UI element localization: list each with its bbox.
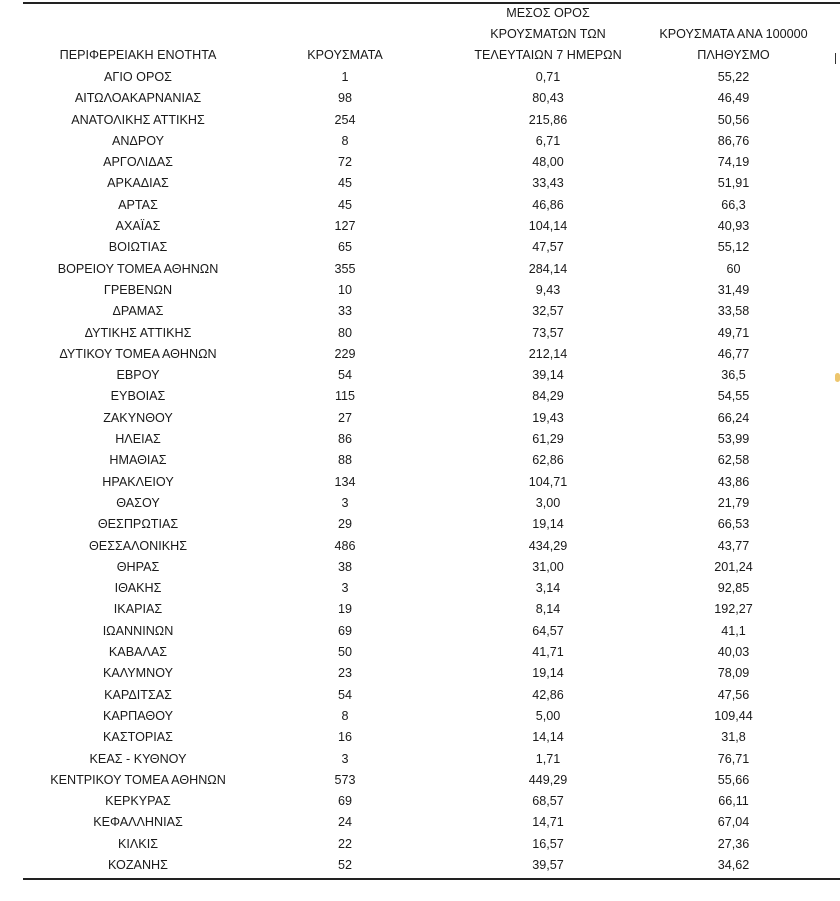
- cell-region: ΓΡΕΒΕΝΩΝ: [103, 282, 173, 297]
- cell-avg7: 19,14: [532, 517, 564, 532]
- cell-avg7: 3,00: [535, 495, 561, 510]
- table-row: [23, 152, 840, 173]
- cell-region: ΚΕΝΤΡΙΚΟΥ ΤΟΜΕΑ ΑΘΗΝΩΝ: [50, 772, 226, 787]
- table-row: [23, 472, 840, 493]
- cell-per100k: 74,19: [717, 155, 750, 170]
- cell-region: ΘΕΣΣΑΛΟΝΙΚΗΣ: [89, 538, 187, 553]
- table-row: [23, 450, 840, 471]
- cell-region: ΘΑΣΟΥ: [116, 495, 160, 510]
- cell-region: ΚΑΛΥΜΝΟΥ: [102, 666, 174, 681]
- cell-per100k: 31,49: [717, 282, 750, 297]
- table-row: [23, 791, 840, 812]
- table-row: [23, 642, 840, 663]
- table-row: [23, 749, 840, 770]
- cell-avg7: 48,00: [532, 155, 564, 170]
- cell-per100k: 192,27: [714, 602, 753, 617]
- table-row: [23, 386, 840, 407]
- cell-per100k: 43,86: [717, 474, 750, 489]
- table-row: [23, 67, 840, 88]
- cell-per100k: 47,56: [717, 687, 750, 702]
- header-region: ΠΕΡΙΦΕΡΕΙΑΚΗ ΕΝΟΤΗΤΑ: [59, 48, 217, 62]
- cell-region: ΑΓΙΟ ΟΡΟΣ: [104, 70, 172, 84]
- cell-avg7: 16,57: [532, 836, 564, 851]
- table-row: [23, 621, 840, 642]
- cell-avg7: 14,14: [532, 730, 564, 745]
- cell-per100k: 62,58: [717, 453, 750, 468]
- cell-region: ΒΟΡΕΙΟΥ ΤΟΜΕΑ ΑΘΗΝΩΝ: [57, 261, 219, 276]
- cell-cases: 45: [337, 176, 352, 191]
- cell-cases: 80: [337, 325, 352, 340]
- cell-avg7: 104,14: [528, 219, 568, 234]
- cell-region: ΑΝΑΤΟΛΙΚΗΣ ΑΤΤΙΚΗΣ: [71, 112, 205, 127]
- cell-region: ΙΚΑΡΙΑΣ: [113, 602, 163, 617]
- cell-region: ΕΒΡΟΥ: [116, 368, 160, 383]
- cell-region: ΗΛΕΙΑΣ: [115, 432, 161, 447]
- cell-cases: 355: [334, 261, 356, 276]
- cell-per100k: 66,24: [717, 410, 750, 425]
- cell-cases: 54: [337, 687, 352, 702]
- cell-region: ΑΡΓΟΛΙΔΑΣ: [103, 155, 173, 170]
- cell-avg7: 46,86: [532, 197, 564, 212]
- cell-cases: 23: [337, 666, 352, 681]
- cell-avg7: 6,71: [535, 133, 561, 148]
- cell-avg7: 62,86: [532, 453, 564, 468]
- cell-cases: 69: [337, 794, 352, 809]
- table-row: [23, 493, 840, 514]
- cell-cases: 134: [334, 474, 356, 489]
- table-row: [23, 259, 840, 280]
- table-header: [23, 4, 840, 66]
- table-row: [23, 514, 840, 535]
- cell-cases: 3: [341, 751, 349, 766]
- cell-avg7: 1,71: [535, 751, 561, 766]
- table-row: [23, 344, 840, 365]
- cell-avg7: 5,00: [535, 708, 561, 723]
- cell-cases: 29: [337, 517, 352, 532]
- cell-region: ΚΑΡΔΙΤΣΑΣ: [104, 687, 172, 702]
- cell-avg7: 0,71: [535, 70, 561, 84]
- cell-per100k: 46,77: [717, 346, 750, 361]
- cell-region: ΚΑΣΤΟΡΙΑΣ: [103, 730, 173, 745]
- cell-per100k: 201,24: [714, 559, 753, 574]
- cell-per100k: 55,22: [717, 70, 750, 84]
- table-row: [23, 685, 840, 706]
- cell-cases: 24: [337, 815, 352, 830]
- table-row: [23, 770, 840, 791]
- cell-cases: 229: [334, 346, 356, 361]
- cell-cases: 54: [337, 368, 352, 383]
- cell-region: ΑΧΑΪΑΣ: [115, 219, 161, 234]
- table-row: [23, 110, 840, 131]
- cell-cases: 38: [337, 559, 352, 574]
- cell-per100k: 109,44: [714, 708, 753, 723]
- table-row: [23, 301, 840, 322]
- table-row: [23, 408, 840, 429]
- cell-cases: 486: [334, 538, 356, 553]
- cell-per100k: 53,99: [717, 432, 750, 447]
- table-row: [23, 429, 840, 450]
- table-row: [23, 88, 840, 109]
- cell-cases: 127: [334, 219, 356, 234]
- cell-per100k: 40,03: [717, 645, 750, 660]
- table-row: [23, 834, 840, 855]
- cell-avg7: 19,43: [532, 410, 564, 425]
- cell-avg7: 61,29: [532, 432, 564, 447]
- cell-cases: 19: [337, 602, 352, 617]
- cell-cases: 254: [334, 112, 356, 127]
- cell-avg7: 39,14: [532, 368, 564, 383]
- cell-avg7: 33,43: [532, 176, 564, 191]
- table-row: [23, 323, 840, 344]
- cell-region: ΔΡΑΜΑΣ: [112, 304, 164, 319]
- cell-cases: 88: [337, 453, 352, 468]
- table-body: [23, 67, 840, 876]
- cell-per100k: 66,3: [721, 197, 746, 212]
- cell-per100k: 31,8: [721, 730, 746, 745]
- cell-avg7: 449,29: [528, 772, 568, 787]
- table-row: [23, 812, 840, 833]
- cell-region: ΚΕΑΣ - ΚΥΘΝΟΥ: [89, 751, 187, 766]
- table-row: [23, 131, 840, 152]
- table-row: [23, 365, 840, 386]
- cell-cases: 1: [341, 70, 349, 84]
- header-avg7: ΜΕΣΟΣ ΟΡΟΣ ΚΡΟΥΣΜΑΤΩΝ ΤΩΝ ΤΕΛΕΥΤΑΙΩΝ 7 ΗΜΕΡΩΝ: [474, 6, 622, 62]
- table-row: [23, 237, 840, 258]
- cell-avg7: 19,14: [532, 666, 564, 681]
- table-row: [23, 280, 840, 301]
- cell-per100k: 67,04: [717, 815, 750, 830]
- cell-avg7: 104,71: [528, 474, 568, 489]
- cell-avg7: 215,86: [528, 112, 568, 127]
- cell-region: ΚΕΦΑΛΛΗΝΙΑΣ: [93, 815, 183, 830]
- cell-cases: 3: [341, 495, 349, 510]
- cell-region: ΑΡΤΑΣ: [118, 197, 158, 212]
- cell-per100k: 54,55: [717, 389, 750, 404]
- cell-region: ΑΝΔΡΟΥ: [111, 133, 165, 148]
- cell-cases: 86: [337, 432, 352, 447]
- table-row: [23, 195, 840, 216]
- cell-avg7: 14,71: [532, 815, 564, 830]
- cell-per100k: 76,71: [717, 751, 750, 766]
- cell-cases: 52: [337, 857, 352, 872]
- cell-per100k: 50,56: [717, 112, 750, 127]
- table-row: [23, 173, 840, 194]
- cell-cases: 8: [341, 708, 349, 723]
- cell-avg7: 8,14: [535, 602, 561, 617]
- cell-avg7: 84,29: [532, 389, 564, 404]
- cell-avg7: 3,14: [535, 581, 561, 596]
- cell-cases: 72: [337, 155, 352, 170]
- cell-cases: 16: [337, 730, 352, 745]
- table-bottom-rule: [23, 878, 840, 880]
- cell-cases: 98: [337, 91, 352, 106]
- cell-cases: 27: [337, 410, 352, 425]
- cell-cases: 50: [337, 645, 352, 660]
- cell-region: ΖΑΚΥΝΘΟΥ: [103, 410, 173, 425]
- cell-per100k: 66,11: [718, 794, 749, 809]
- cell-per100k: 55,12: [717, 240, 750, 255]
- cell-per100k: 36,5: [721, 368, 746, 383]
- cell-region: ΒΟΙΩΤΙΑΣ: [108, 240, 168, 255]
- cell-region: ΚΙΛΚΙΣ: [118, 836, 158, 851]
- header-cases: ΚΡΟΥΣΜΑΤΑ: [307, 48, 383, 62]
- cell-per100k: 46,49: [717, 91, 750, 106]
- cell-cases: 10: [337, 282, 352, 297]
- cell-region: ΑΙΤΩΛΟΑΚΑΡΝΑΝΙΑΣ: [74, 91, 202, 106]
- cell-cases: 45: [337, 197, 352, 212]
- cell-avg7: 31,00: [532, 559, 564, 574]
- table-row: [23, 216, 840, 237]
- cell-region: ΕΥΒΟΙΑΣ: [110, 389, 166, 404]
- cell-per100k: 78,09: [717, 666, 750, 681]
- cell-cases: 115: [334, 389, 356, 404]
- header-per100k: ΚΡΟΥΣΜΑΤΑ ΑΝΑ 100000 ΠΛΗΘΥΣΜΟ: [659, 27, 808, 62]
- cell-per100k: 34,62: [717, 857, 750, 872]
- cell-per100k: 60: [726, 261, 741, 276]
- cell-per100k: 21,79: [717, 495, 750, 510]
- cell-per100k: 41,1: [721, 623, 746, 638]
- cell-region: ΘΗΡΑΣ: [116, 559, 160, 574]
- cell-region: ΙΘΑΚΗΣ: [114, 581, 162, 596]
- cell-avg7: 42,86: [532, 687, 564, 702]
- table-row: [23, 663, 840, 684]
- cell-region: ΚΑΡΠΑΘΟΥ: [102, 708, 173, 723]
- cell-per100k: 33,58: [717, 304, 750, 319]
- cell-avg7: 64,57: [532, 623, 564, 638]
- cell-region: ΚΕΡΚΥΡΑΣ: [105, 794, 171, 809]
- cell-region: ΙΩΑΝΝΙΝΩΝ: [102, 623, 174, 638]
- cell-region: ΚΟΖΑΝΗΣ: [108, 857, 168, 872]
- cell-per100k: 51,91: [717, 176, 750, 191]
- table-row: [23, 536, 840, 557]
- table-row: [23, 706, 840, 727]
- cell-per100k: 66,53: [717, 517, 750, 532]
- cell-avg7: 434,29: [528, 538, 568, 553]
- cell-per100k: 43,77: [717, 538, 750, 553]
- cell-region: ΗΜΑΘΙΑΣ: [109, 453, 167, 468]
- cell-cases: 3: [341, 581, 349, 596]
- cell-avg7: 80,43: [532, 91, 564, 106]
- cell-region: ΘΕΣΠΡΩΤΙΑΣ: [97, 517, 179, 532]
- cell-avg7: 9,43: [535, 282, 561, 297]
- table-row: [23, 578, 840, 599]
- cell-avg7: 284,14: [528, 261, 568, 276]
- cell-avg7: 73,57: [532, 325, 564, 340]
- cases-table: [23, 0, 840, 901]
- cell-cases: 33: [337, 304, 352, 319]
- cell-cases: 8: [341, 133, 349, 148]
- cell-cases: 65: [337, 240, 352, 255]
- cell-per100k: 40,93: [717, 219, 750, 234]
- cell-per100k: 55,66: [717, 772, 750, 787]
- cell-avg7: 32,57: [532, 304, 564, 319]
- cell-per100k: 27,36: [717, 836, 750, 851]
- cell-cases: 22: [337, 836, 352, 851]
- cell-region: ΑΡΚΑΔΙΑΣ: [107, 176, 169, 191]
- cell-per100k: 86,76: [717, 133, 750, 148]
- cell-avg7: 41,71: [532, 645, 564, 660]
- table-row: [23, 557, 840, 578]
- cell-region: ΚΑΒΑΛΑΣ: [108, 645, 168, 660]
- table-row: [23, 727, 840, 748]
- cell-per100k: 92,85: [717, 581, 750, 596]
- cell-avg7: 47,57: [532, 240, 564, 255]
- cell-region: ΗΡΑΚΛΕΙΟΥ: [102, 474, 174, 489]
- table-row: [23, 855, 840, 876]
- cell-cases: 69: [337, 623, 352, 638]
- cell-per100k: 49,71: [717, 325, 750, 340]
- cell-cases: 573: [334, 772, 356, 787]
- cell-avg7: 212,14: [528, 346, 568, 361]
- cropped-mark: [835, 373, 840, 382]
- cell-avg7: 39,57: [532, 857, 564, 872]
- cell-avg7: 68,57: [532, 794, 564, 809]
- cropped-column-edge: [835, 53, 840, 64]
- table-row: [23, 599, 840, 620]
- cell-region: ΔΥΤΙΚΟΥ ΤΟΜΕΑ ΑΘΗΝΩΝ: [59, 346, 217, 361]
- cell-region: ΔΥΤΙΚΗΣ ΑΤΤΙΚΗΣ: [84, 325, 192, 340]
